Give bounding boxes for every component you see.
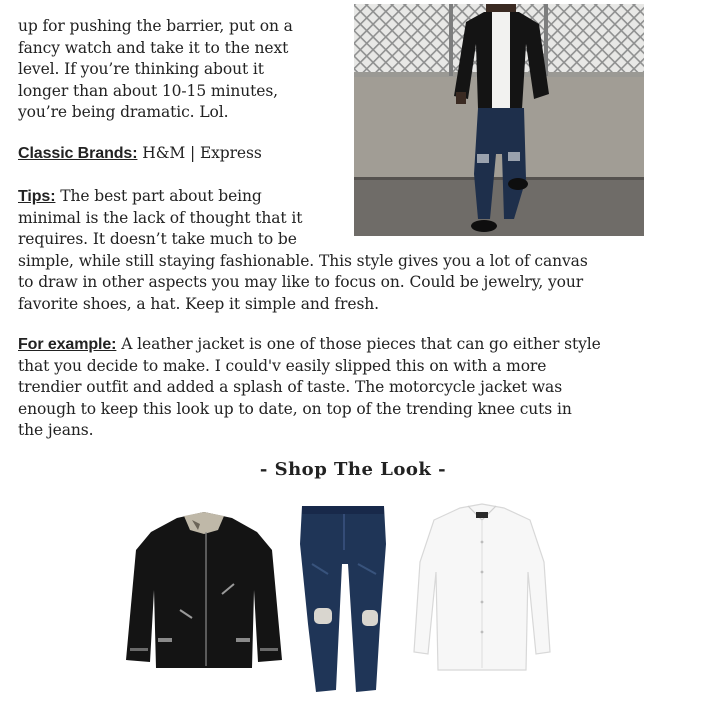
example-label: For example: — [18, 336, 117, 353]
tips-line: favorite shoes, a hat. Keep it simple and fresh. — [18, 294, 380, 313]
shop-the-look-panel — [98, 490, 572, 702]
intro-line: you’re being dramatic. Lol. — [18, 103, 229, 121]
intro-line: fancy watch and take it to the next — [18, 38, 289, 57]
example-line: the jeans. — [18, 421, 94, 439]
tips-line: minimal is the lack of thought that it — [18, 208, 303, 227]
tips-line: requires. It doesn’t take much to be — [18, 230, 297, 248]
outfit-photo — [354, 4, 644, 236]
tips-line: simple, while still staying fashionable. This style gives you a lot of canvas — [18, 251, 588, 270]
jeans-icon — [298, 504, 390, 702]
intro-paragraph — [18, 16, 338, 124]
classic-brands-label: Classic Brands: — [18, 145, 138, 162]
classic-brands-value: H&M | Express — [142, 144, 262, 162]
classic-brands — [18, 143, 338, 165]
example-paragraph — [18, 334, 650, 442]
example-line: that you decide to make. I could'v easily slipped this on with a more — [18, 356, 547, 375]
outfit-photo-illustration — [354, 4, 644, 236]
product-ripped-jeans[interactable] — [298, 504, 390, 702]
product-leather-jacket[interactable] — [122, 510, 286, 670]
product-white-shirt[interactable] — [412, 502, 552, 674]
intro-line: longer than about 10-15 minutes, — [18, 81, 279, 100]
example-line: A leather jacket is one of those pieces that can go either style — [121, 335, 601, 353]
leather-jacket-icon — [122, 510, 286, 670]
tips-line: The best part about being — [60, 187, 262, 205]
white-shirt-icon — [412, 502, 552, 674]
shop-the-look-title: - Shop The Look - — [259, 459, 447, 480]
tips-label: Tips: — [18, 188, 56, 205]
intro-line: level. If you’re thinking about it — [18, 60, 264, 78]
tips-line: to draw in other aspects you may like to focus on. Could be jewelry, your — [18, 273, 584, 291]
intro-line: up for pushing the barrier, put on a — [18, 17, 293, 35]
example-line: enough to keep this look up to date, on top of the trending knee cuts in — [18, 399, 572, 418]
example-line: trendier outfit and added a splash of taste. The motorcycle jacket was — [18, 378, 563, 396]
